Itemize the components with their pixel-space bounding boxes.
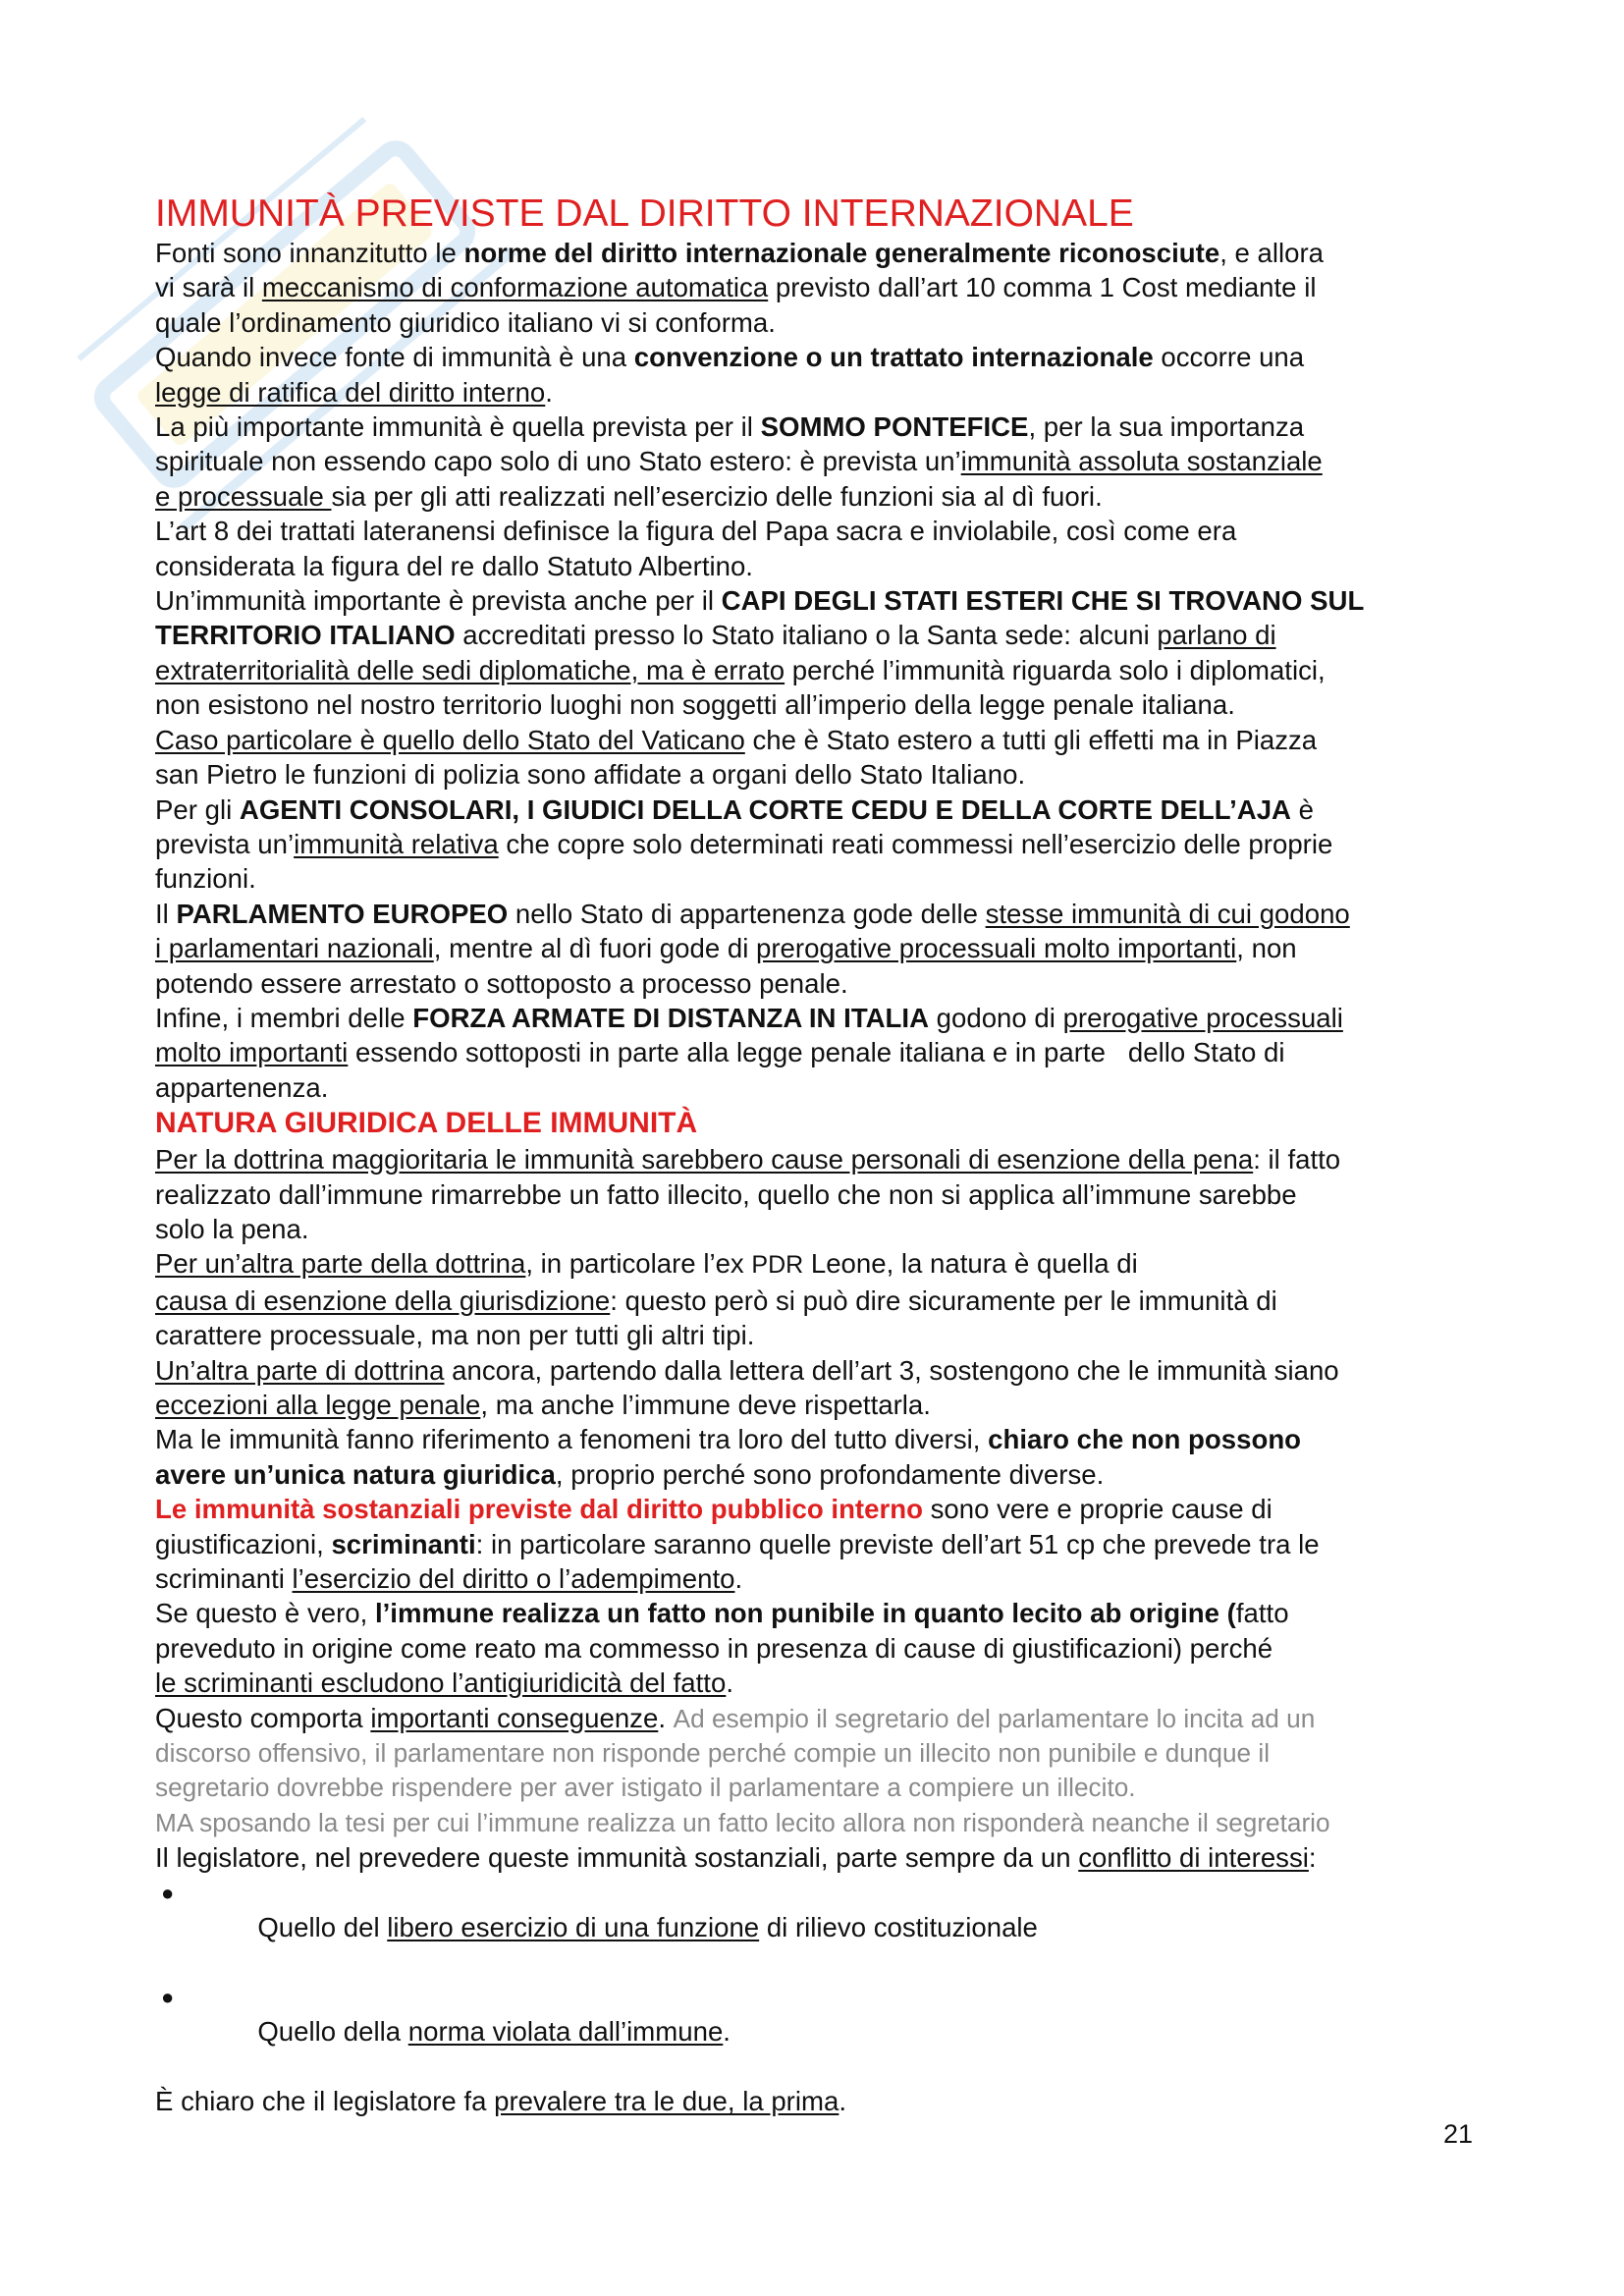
paragraph-conclusion: È chiaro che il legislatore fa prevalere tra le due, la prima.: [155, 2086, 847, 2117]
paragraph-armed-forces: Infine, i membri delle FORZA ARMATE DI DISTANZA IN ITALIA godono di prerogative processuali molto importanti essendo sottoposti in parte alla legge penale italiana e in parte dello Stato di appartenenza.: [155, 1002, 1343, 1103]
paragraph-conventions: Quando invece fonte di immunità è una convenzione o un trattato internazionale occorre una legge di ratifica del diritto interno.: [155, 342, 1305, 408]
paragraph-substantive-immunities: Le immunità sostanziali previste dal diritto pubblico interno sono vere e proprie cause di giustificazioni, scriminanti: in particolare saranno quelle previste dell’art 51 cp che prevede tra le scriminanti l’esercizio del diritto o l’adempimento.: [155, 1494, 1320, 1595]
bullet-icon: ●: [161, 1984, 175, 2009]
paragraph-lateran: L’art 8 dei trattati lateranensi definisce la figura del Papa sacra e inviolabile, così come era considerata la figura del re dallo Statuto Albertino.: [155, 516, 1237, 581]
paragraph-consequences: Questo comporta importanti conseguenze. Ad esempio il segretario del parlamentare lo incita ad un discorso offensivo, il parlamentare non risponde perché compie un illecito non punibile e dunque il segretario dovrebbe rispendere per aver istigato il parlamentare a compiere un illecito. MA sposando la tesi per cui l’immune realizza un fatto lecito allora non risponderà neanche il segretario: [155, 1702, 1330, 1837]
paragraph-pontiff: La più importante immunità è quella prevista per il SOMMO PONTEFICE, per la sua importanza spirituale non essendo capo solo di uno Stato estero: è prevista un’immunità assoluta sostanziale e processuale sia per gli atti realizzati nell’esercizio delle funzioni sia al dì fuori.: [155, 411, 1323, 512]
list-item: ● Quello del libero esercizio di una funzione di rilievo costituzionale: [155, 1876, 1490, 1980]
paragraph-exceptions: Un’altra parte di dottrina ancora, partendo dalla lettera dell’art 3, sostengono che le immunità siano eccezioni alla legge penale, ma anche l’immune deve rispettarla.: [155, 1354, 1339, 1420]
paragraph-heads-of-state: Un’immunità importante è prevista anche per il CAPI DEGLI STATI ESTERI CHE SI TROVANO SUL TERRITORIO ITALIANO accreditati presso lo Stato italiano o la Santa sede: alcuni parlano di extraterritorialità delle sedi diplomatiche, ma è errato perché l’immunità riguarda solo i diplomatici, non esistono nel nostro territorio luoghi non soggetti all’imperio della legge penale italiana.: [155, 585, 1365, 721]
page-number: 21: [1443, 2119, 1474, 2149]
section-heading-nature: NATURA GIURIDICA DELLE IMMUNITÀ: [155, 1107, 698, 1140]
paragraph-jurisdiction: Per un’altra parte della dottrina, in particolare l’ex PDR Leone, la natura è quella di causa di esenzione della giurisdizione: questo però si può dire sicuramente per le immunità di carattere processuale, ma non per tutti gli altri tipi.: [155, 1248, 1277, 1351]
paragraph-lawful-act: Se questo è vero, l’immune realizza un fatto non punibile in quanto lecito ab origine (fatto preveduto in origine come reato ma commesso in presenza di cause di giustificazioni) perché le scriminanti escludono l’antigiuridicità del fatto.: [155, 1598, 1289, 1699]
paragraph-majority-doctrine: Per la dottrina maggioritaria le immunità sarebbero cause personali di esenzione della pena: il fatto realizzato dall’immune rimarrebbe un fatto illecito, quello che non si applica all’immune sarebbe solo la pena.: [155, 1144, 1341, 1244]
list-item: ● Quello della norma violata dall’immune.: [155, 1980, 1490, 2084]
paragraph-european-parliament: Il PARLAMENTO EUROPEO nello Stato di appartenenza gode delle stesse immunità di cui godono i parlamentari nazionali, mentre al dì fuori gode di prerogative processuali molto importanti, non potendo essere arrestato o sottoposto a processo penale.: [155, 898, 1350, 999]
bullet-list: [155, 1876, 1490, 2084]
paragraph-consular-agents: Per gli AGENTI CONSOLARI, I GIUDICI DELLA CORTE CEDU E DELLA CORTE DELL’AJA è prevista un’immunità relativa che copre solo determinati reati commessi nell’esercizio delle proprie funzioni.: [155, 793, 1333, 895]
paragraph-vatican: Caso particolare è quello dello Stato del Vaticano che è Stato estero a tutti gli effetti ma in Piazza san Pietro le funzioni di polizia sono affidate a organi dello Stato Italiano.: [155, 724, 1318, 791]
paragraph-sources: Fonti sono innanzitutto le norme del diritto internazionale generalmente riconosciute, e allora vi sarà il meccanismo di conformazione automatica previsto dall’art 10 comma 1 Cost mediante il quale l’ordinamento giuridico italiano vi si conforma.: [155, 238, 1325, 338]
paragraph-different-nature: Ma le immunità fanno riferimento a fenomeni tra loro del tutto diversi, chiaro che non possono avere un’unica natura giuridica, proprio perché sono profondamente diverse.: [155, 1424, 1302, 1490]
bullet-icon: ●: [161, 1880, 175, 1905]
paragraph-conflict: Il legislatore, nel prevedere queste immunità sostanziali, parte sempre da un conflitto di interessi:: [155, 1842, 1317, 1874]
document-body: [155, 192, 1490, 2119]
section-heading: IMMUNITÀ PREVISTE DAL DIRITTO INTERNAZIONALE: [155, 192, 1134, 235]
